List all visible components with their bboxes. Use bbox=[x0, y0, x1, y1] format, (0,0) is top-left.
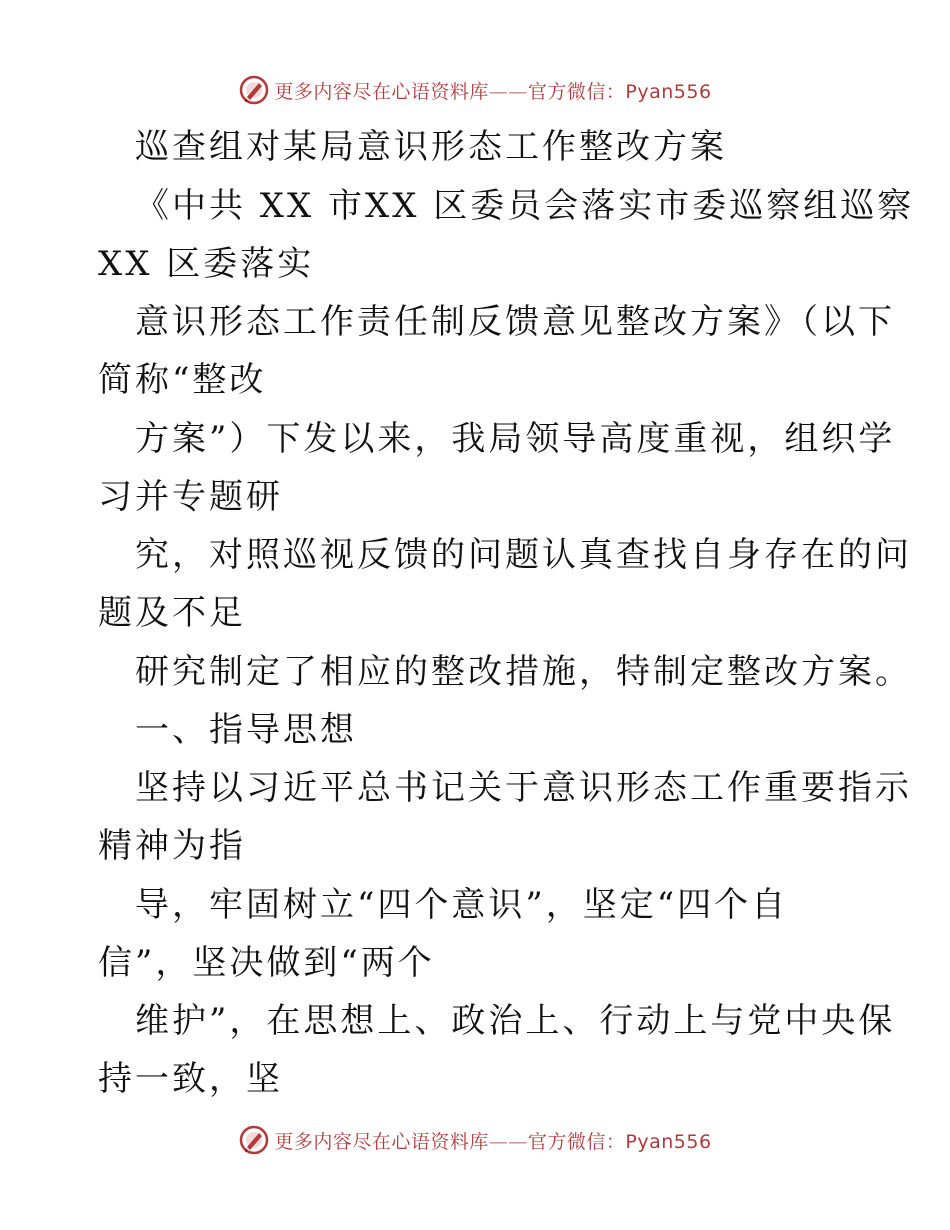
paragraph-line: 《中共 XX 市XX 区委员会落实市委巡察组巡察 bbox=[135, 186, 915, 226]
paragraph-line: XX 区委落实 bbox=[98, 244, 315, 284]
document-title: 巡查组对某局意识形态工作整改方案 bbox=[135, 127, 727, 167]
paragraph-line: 究，对照巡视反馈的问题认真查找自身存在的问 bbox=[135, 535, 912, 575]
paragraph-line: 导，牢固树立“四个意识”，坚定“四个自 bbox=[135, 885, 789, 925]
watermark-wechat: 官方微信：Pyan556 bbox=[527, 1130, 712, 1153]
watermark-wechat: 官方微信：Pyan556 bbox=[527, 80, 712, 103]
watermark-separator: —— bbox=[488, 1130, 528, 1153]
paragraph-line: 坚持以习近平总书记关于意识形态工作重要指示 bbox=[135, 768, 912, 808]
watermark-banner-top bbox=[0, 70, 950, 110]
paragraph-line: 精神为指 bbox=[98, 826, 246, 866]
paragraph-line: 习并专题研 bbox=[98, 477, 283, 517]
watermark-separator: —— bbox=[488, 80, 528, 103]
watermark-banner-bottom bbox=[0, 1120, 950, 1160]
paragraph-line: 维护”，在思想上、政治上、行动上与党中央保 bbox=[135, 1001, 896, 1041]
paragraph-line: 简称“整改 bbox=[98, 360, 267, 400]
watermark-brand: 更多内容尽在心语资料库 bbox=[274, 1130, 489, 1153]
paragraph-line: 持一致，坚 bbox=[98, 1059, 283, 1099]
seal-pen-icon bbox=[238, 74, 270, 106]
watermark-brand: 更多内容尽在心语资料库 bbox=[274, 80, 489, 103]
paragraph-line: 方案”）下发以来，我局领导高度重视，组织学 bbox=[135, 419, 896, 459]
seal-pen-icon bbox=[238, 1124, 270, 1156]
paragraph-line: 信”，坚决做到“两个 bbox=[98, 943, 435, 983]
paragraph-line: 意识形态工作责任制反馈意见整改方案》（以下 bbox=[135, 302, 895, 342]
paragraph-line: 题及不足 bbox=[98, 593, 246, 633]
section-heading: 一、指导思想 bbox=[135, 710, 357, 750]
paragraph-line: 研究制定了相应的整改措施，特制定整改方案。 bbox=[135, 652, 912, 692]
